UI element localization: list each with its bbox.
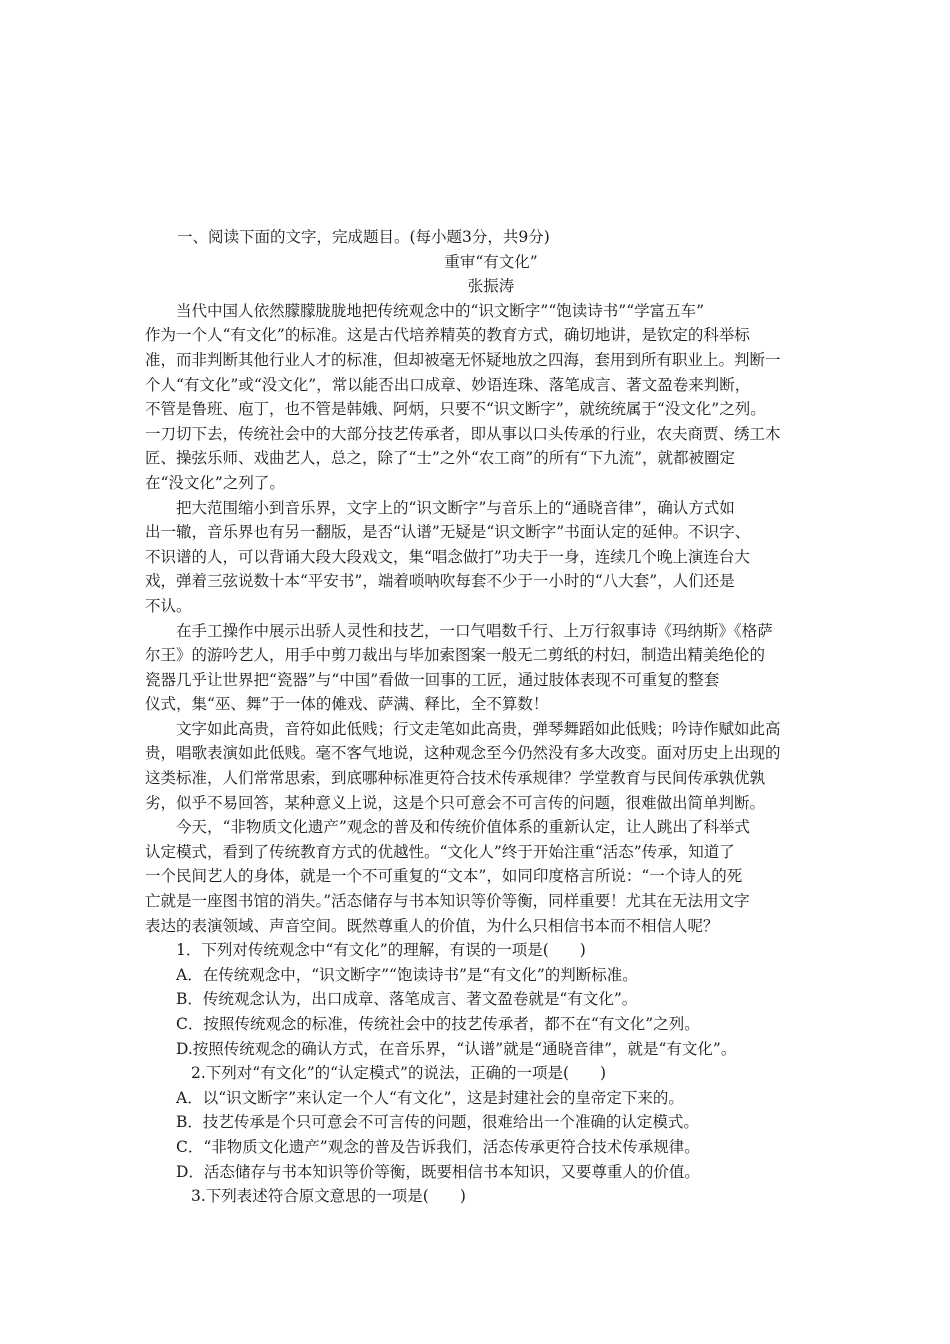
article-paragraph-1 bbox=[145, 299, 807, 496]
question-stem: 3.下列表述符合原文意思的一项是( ) bbox=[191, 1187, 466, 1206]
paragraph-line: 仪式，集“巫、舞”于一体的傩戏、萨满、释比，全不算数！ bbox=[145, 695, 549, 714]
paragraph-line: 当代中国人依然朦朦胧胧地把传统观念中的“识文断字”“饱读诗书”“学富五车” bbox=[176, 301, 705, 320]
paragraph-line: 出一辙，音乐界也有另一翻版，是否“认谱”无疑是“识文断字”书面认定的延伸。不识字、 bbox=[145, 523, 751, 542]
paragraph-line: 今天，“非物质文化遗产”观念的普及和传统价值体系的重新认定，让人跳出了科举式 bbox=[176, 818, 750, 837]
question-2 bbox=[145, 1061, 807, 1184]
article-title: 重审“有文化” bbox=[444, 252, 538, 271]
paragraph-line: 作为一个人“有文化”的标准。这是古代培养精英的教育方式，确切地讲，是钦定的科举标 bbox=[145, 326, 750, 345]
paragraph-line: 匠、操弦乐师、戏曲艺人，总之，除了“士”之外“农工商”的所有“下九流”，就都被圈定 bbox=[145, 449, 736, 468]
paragraph-line: 认定模式，看到了传统教育方式的优越性。“文化人”终于开始注重“活态”传承，知道了 bbox=[145, 842, 735, 861]
paragraph-line: 把大范围缩小到音乐界，文字上的“识文断字”与音乐上的“通晓音律”，确认方式如 bbox=[176, 498, 735, 517]
paragraph-line: 劣，似乎不易回答，某种意义上说，这是个只可意会不可言传的问题，很难做出简单判断。 bbox=[145, 793, 766, 812]
article-paragraph-3 bbox=[145, 619, 807, 717]
paragraph-line: 在“没文化”之列了。 bbox=[145, 473, 285, 492]
article-paragraph-2 bbox=[145, 496, 807, 619]
paragraph-line: 瓷器几乎让世界把“瓷器”与“中国”看做一回事的工匠，通过肢体表现不可重复的整套 bbox=[145, 670, 720, 689]
option-c: C．“非物质文化遗产”观念的普及告诉我们，活态传承更符合技术传承规律。 bbox=[176, 1137, 700, 1156]
exam-page bbox=[145, 225, 807, 1209]
paragraph-line: 不管是鲁班、庖丁，也不管是韩娥、阿炳，只要不“识文断字”，就统统属于“没文化”之列。 bbox=[145, 400, 766, 419]
option-b: B．技艺传承是个只可意会不可言传的问题，很难给出一个准确的认定模式。 bbox=[176, 1113, 699, 1132]
article-paragraph-4 bbox=[145, 717, 807, 815]
paragraph-line: 文字如此高贵，音符如此低贱；行文走笔如此高贵，弹琴舞蹈如此低贱；吟诗作赋如此高 bbox=[176, 719, 781, 738]
paragraph-line: 不认。 bbox=[145, 596, 192, 615]
option-d: D．活态储存与书本知识等价等衡，既要相信书本知识，又要尊重人的价值。 bbox=[176, 1162, 700, 1181]
paragraph-line: 表达的表演领域、声音空间。既然尊重人的价值，为什么只相信书本而不相信人呢？ bbox=[145, 916, 719, 935]
paragraph-line: 一刀切下去，传统社会中的大部分技艺传承者，即从事以口头传承的行业，农夫商贾、绣工木 bbox=[145, 424, 781, 443]
paragraph-line: 戏，弹着三弦说数十本“平安书”，端着唢呐吹每套不少于一小时的“八大套”，人们还是 bbox=[145, 572, 735, 591]
paragraph-line: 准，而非判断其他行业人才的标准，但却被毫无怀疑地放之四海，套用到所有职业上。判断一 bbox=[145, 350, 781, 369]
article-author: 张振涛 bbox=[467, 277, 515, 296]
question-3 bbox=[145, 1184, 807, 1209]
option-d: D.按照传统观念的确认方式，在音乐界，“认谱”就是“通晓音律”，就是“有文化”。 bbox=[176, 1039, 737, 1058]
paragraph-line: 在手工操作中展示出骄人灵性和技艺，一口气唱数千行、上万行叙事诗《玛纳斯》《格萨 bbox=[176, 621, 773, 640]
article-paragraph-5 bbox=[145, 815, 807, 938]
option-b: B．传统观念认为，出口成章、落笔成言、著文盈卷就是“有文化”。 bbox=[176, 990, 638, 1009]
paragraph-line: 贵，唱歌表演如此低贱。毫不客气地说，这种观念至今仍然没有多大改变。面对历史上出现的 bbox=[145, 744, 781, 763]
paragraph-line: 这类标准，人们常常思索，到底哪种标准更符合技术传承规律？学堂教育与民间传承孰优孰 bbox=[145, 769, 766, 788]
option-a: A．以“识文断字”来认定一个人“有文化”，这是封建社会的皇帝定下来的。 bbox=[176, 1088, 684, 1107]
question-1 bbox=[145, 938, 807, 1061]
paragraph-line: 一个民间艺人的身体，就是一个不可重复的“文本”，如同印度格言所说：“一个诗人的死 bbox=[145, 867, 743, 886]
option-a: A．在传统观念中，“识文断字”“饱读诗书”是“有文化”的判断标准。 bbox=[176, 965, 638, 984]
section-heading: 一、阅读下面的文字，完成题目。(每小题3分，共9分) bbox=[177, 228, 550, 246]
question-stem: 1．下列对传统观念中“有文化”的理解，有误的一项是( ) bbox=[176, 941, 586, 960]
paragraph-line: 尔王》的游吟艺人，用手中剪刀裁出与毕加索图案一般无二剪纸的村妇，制造出精美绝伦的 bbox=[145, 646, 766, 665]
question-stem: 2.下列对“有文化”的“认定模式”的说法，正确的一项是( ) bbox=[191, 1064, 607, 1083]
paragraph-line: 亡就是一座图书馆的消失。”活态储存与书本知识等价等衡，同样重要！尤其在无法用文字 bbox=[145, 892, 750, 911]
paragraph-line: 不识谱的人，可以背诵大段大段戏文，集“唱念做打”功夫于一身，连续几个晚上演连台大 bbox=[145, 547, 750, 566]
option-c: C．按照传统观念的标准，传统社会中的技艺传承者，都不在“有文化”之列。 bbox=[176, 1015, 700, 1033]
paragraph-line: 个人“有文化”或“没文化”，常以能否出口成章、妙语连珠、落笔成言、著文盈卷来判断， bbox=[145, 375, 751, 394]
